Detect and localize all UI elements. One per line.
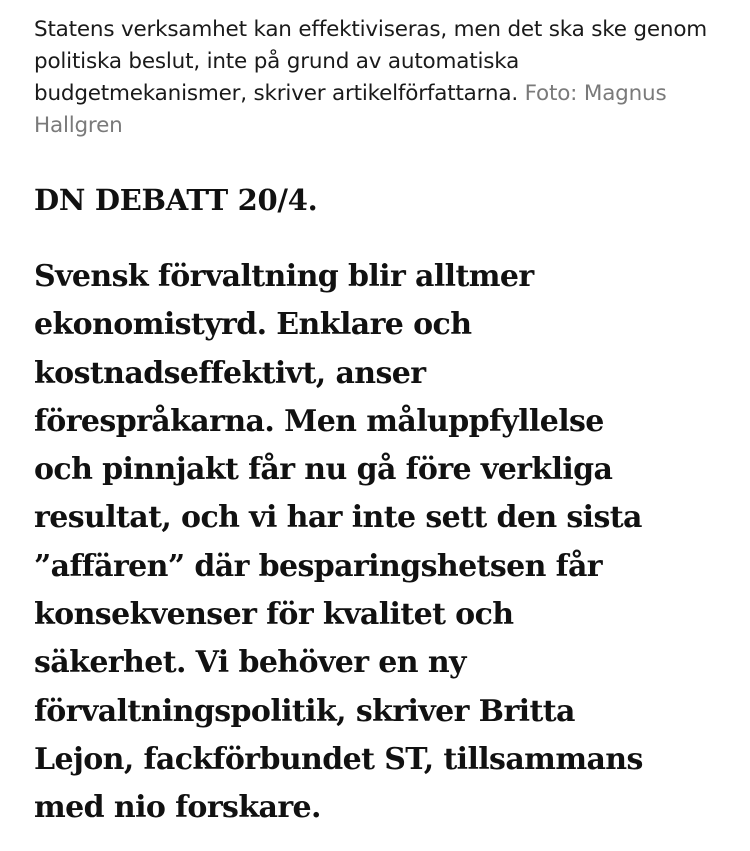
lead-line: kostnadseffektivt, anser [34, 355, 426, 391]
lead-line: förespråkarna. Men måluppfyllelse [34, 403, 604, 439]
lead-line: ”affären” där besparingshetsen får [34, 548, 602, 584]
image-caption [34, 14, 724, 142]
lead-line: Svensk förvaltning blir alltmer [34, 259, 534, 294]
lead-line: förvaltningspolitik, skriver Britta [34, 693, 575, 729]
photo-credit-label: Foto: [524, 81, 578, 106]
lead-line: och pinnjakt får nu gå före verkliga [34, 452, 613, 488]
article-lead [34, 253, 734, 833]
photo-credit-name: Magnus Hallgren [34, 81, 667, 138]
lead-line: resultat, och vi har inte sett den sista [34, 500, 642, 536]
caption-text: Statens verksamhet kan effektiviseras, men det ska ske genom politiska beslut, inte på grund av automatiska budgetmekanismer, skriver artikelförfattarna. [34, 17, 708, 106]
lead-line: säkerhet. Vi behöver en ny [34, 645, 466, 681]
section-kicker: DN DEBATT 20/4. [34, 183, 318, 217]
lead-line: med nio forskare. [34, 790, 321, 826]
lead-line: Lejon, fackförbundet ST, tillsammans [34, 741, 643, 777]
lead-line: ekonomistyrd. Enklare och [34, 307, 472, 343]
lead-line: konsekvenser för kvalitet och [34, 597, 514, 633]
